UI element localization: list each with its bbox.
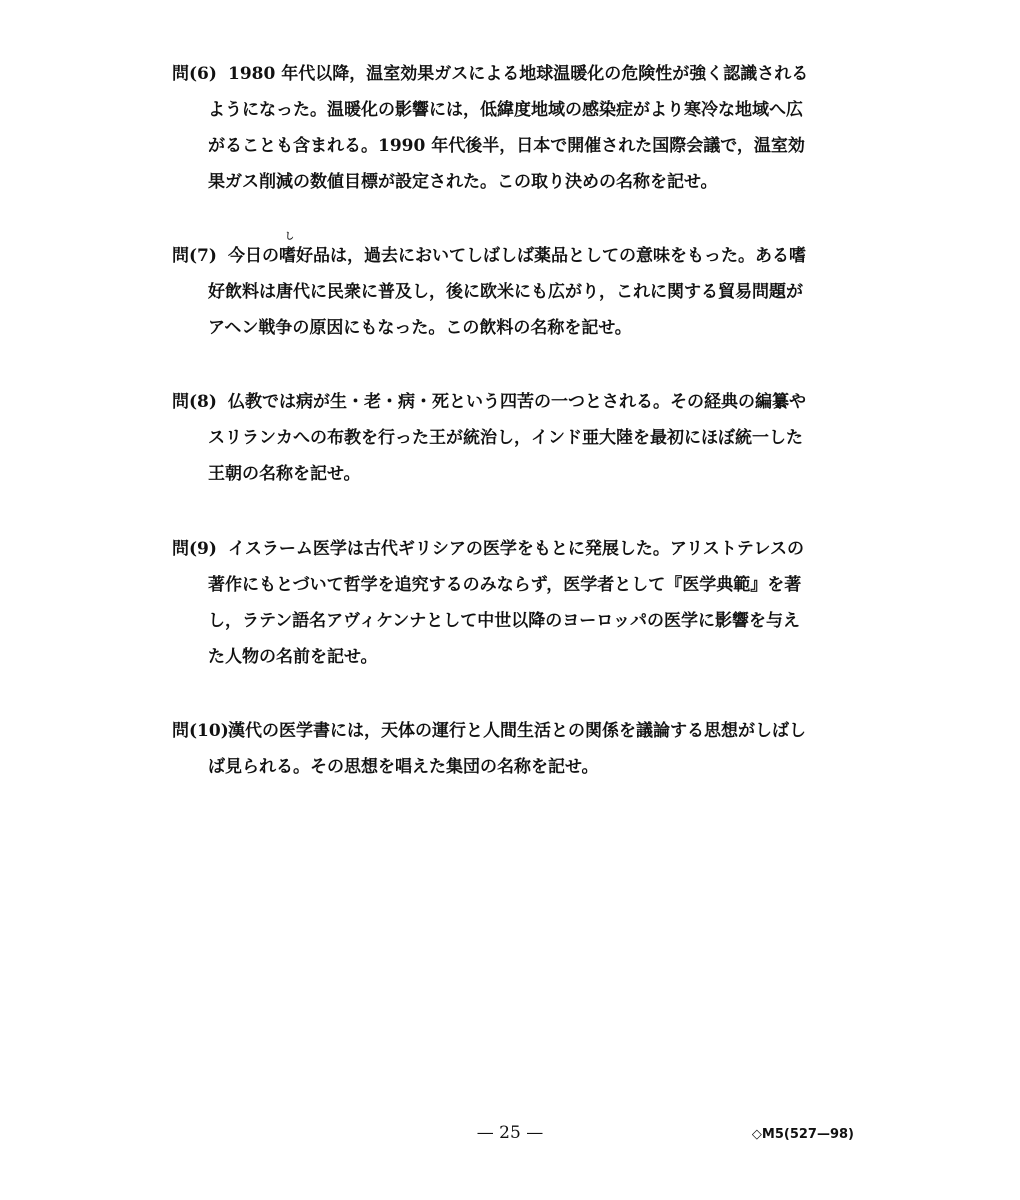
question-line: た人物の名前を記せ。 [208,647,378,667]
question-text [208,238,858,346]
question-line: 1980 年代以降，温室効果ガスによる地球温暖化の危険性が強く認識される [228,64,809,84]
question-line: アヘン戦争の原因にもなった。この飲料の名称を記せ。 [208,318,632,338]
question-label: 問(10) [172,721,229,741]
question-line: ようになった。温暖化の影響には，低緯度地域の感染症がより寒冷な地域へ広 [208,100,803,120]
question-line: 王朝の名称を記せ。 [208,464,361,484]
question-text [208,713,858,785]
question-line: 著作にもとづいて哲学を追究するのみならず，医学者として『医学典範』を著 [208,575,802,595]
question-text [208,56,858,200]
question-line: イスラーム医学は古代ギリシアの医学をもとに発展した。アリストテレスの [228,539,804,559]
question-line: 今日の嗜好品は，過去においてしばしば薬品としての意味をもった。ある嗜 [228,246,806,266]
question-line: し，ラテン語名アヴィケンナとして中世以降のヨーロッパの医学に影響を与え [208,611,800,631]
question-line: 果ガス削減の数値目標が設定された。この取り決めの名称を記せ。 [208,172,718,192]
question-text [208,531,858,675]
question-text [208,384,858,492]
question-line: ば見られる。その思想を唱えた集団の名称を記せ。 [208,757,599,777]
page-number: — 25 — [476,1123,544,1143]
question-label: 問(9) [172,539,217,559]
question-line: がることも含まれる。1990 年代後半，日本で開催された国際会議で，温室効 [208,136,805,156]
question-line: スリランカへの布教を行った王が統治し，インド亜大陸を最初にほぼ統一した [208,428,803,448]
page-code: ◇M5(527—98) [751,1127,854,1142]
question-label: 問(6) [172,64,217,84]
question-line: 仏教では病が生・老・病・死という四苦の一つとされる。その経典の編纂や [228,392,806,412]
question-line: 好飲料は唐代に民衆に普及し，後に欧米にも広がり，これに関する貿易問題が [208,282,803,302]
furigana: し [285,232,295,242]
question-label: 問(7) [172,246,217,266]
question-label: 問(8) [172,392,217,412]
question-line: 漢代の医学書には，天体の運行と人間生活との関係を議論する思想がしばし [228,721,806,741]
